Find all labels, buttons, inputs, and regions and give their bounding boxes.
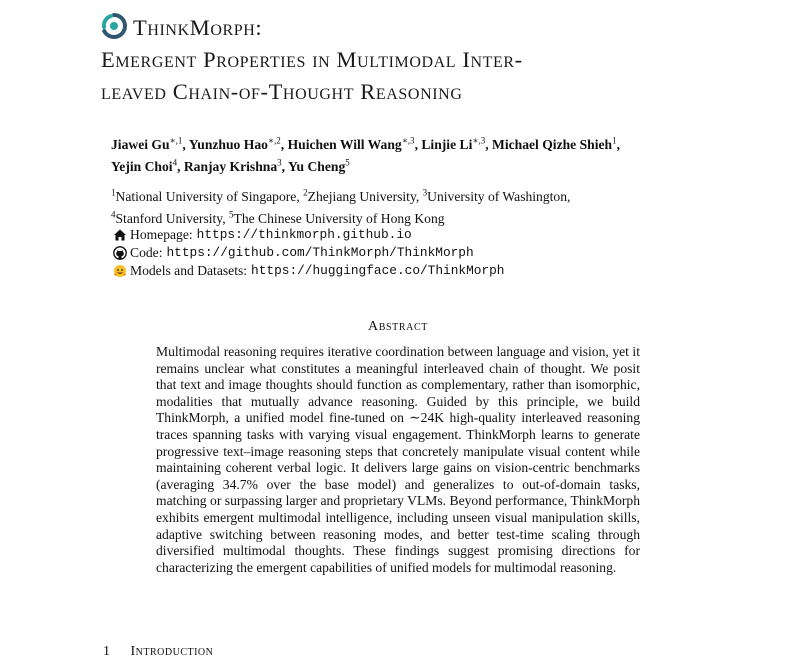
author-affiliation-mark: ∗,1 [169, 135, 183, 145]
author [288, 159, 350, 174]
affiliation: $^1$National University of Singapore, [111, 187, 304, 204]
section-number: 1 [103, 644, 111, 659]
huggingface-icon [113, 264, 127, 278]
affiliation [229, 211, 445, 226]
paper-title [101, 12, 781, 108]
author-name: Ranjay Krishna [183, 159, 278, 175]
code-row [113, 244, 733, 262]
author-affiliation-mark: ∗,3 [401, 135, 415, 145]
homepage-link[interactable]: https://thinkmorph.github.io [196, 227, 412, 242]
abstract-body: Multimodal reasoning requires iterative coordination between language and vision, yet it remains unclear what constitutes a meaningful interleaved chain of thought. We posit that text and image thoughts should function as complementary, rather than isomorphic, modalities that mutually advance reasoning. Guided by this principle, we build ThinkMorph, a unified model fine-tuned on ∼24K high-quality interleaved reasoning traces spanning tasks with varying visual engagement. ThinkMorph learns to generate progressive text–image reasoning steps that concretely manipulate visual content while maintaining coherent verbal logic. It delivers large gains on vision-centric benchmarks (averaging 34.7% over the base model) and generalizes to out-of-domain tasks, matching or surpassing larger and proprietary VLMs. Beyond performance, ThinkMorph exhibits emergent multimodal intelligence, including unseen visual manipulation skills, adaptive switching between reasoning modes, and better test-time scaling through diversified multimodal thoughts. These findings suggest promising directions for characterizing the emergent capabilities of unified models for multimodal reasoning. [156, 344, 640, 575]
author-name: Michael Qizhe Shieh [492, 136, 613, 152]
author-name: Yu Cheng [287, 159, 346, 175]
author-name: Yejin Choi [111, 159, 173, 175]
affiliation: $^3$University of Washington, [422, 187, 571, 204]
author: Jiawei $Gu^{∗,1}$, [111, 135, 189, 152]
author-affiliation-mark: 3 [277, 157, 282, 168]
title-line-2: Emergent Properties in Multimodal Inter- [101, 47, 523, 72]
author-affiliation-mark: 5 [345, 157, 350, 168]
title-line-3: leaved Chain-of-Thought Reasoning [101, 79, 463, 104]
affiliation-list [111, 183, 731, 228]
models-row [113, 262, 733, 280]
affiliation-mark: 3 [422, 187, 428, 197]
affiliation: $^4$Stanford University, [111, 209, 230, 227]
github-icon [113, 246, 127, 260]
author: Huichen Will Wang$^{∗,3}$, [287, 135, 422, 152]
home-icon [113, 228, 127, 242]
author-name: Huichen Will Wang [287, 136, 402, 152]
models-label: Models and Datasets: [130, 263, 248, 278]
affiliation: $^2$Zhejiang University, [303, 187, 423, 204]
thinkmorph-logo-icon [101, 13, 127, 39]
models-link[interactable]: https://huggingface.co/ThinkMorph [251, 263, 505, 278]
affiliation-name: The Chinese University of Hong Kong [233, 211, 445, 227]
author-name: Yunzhuo Hao [188, 136, 268, 152]
author: Ranjay Krishna$^3$, [183, 157, 288, 175]
code-link[interactable]: https://github.com/ThinkMorph/ThinkMorph [166, 245, 474, 260]
author-name: Jiawei Gu [111, 136, 170, 152]
author: Linjie $Li^{∗,3}$, [421, 135, 493, 152]
affiliation-name: Stanford University [115, 211, 223, 227]
affiliation-name: Zhejiang University [307, 188, 416, 204]
author-affiliation-mark: ∗,3 [472, 135, 486, 145]
author: Michael Qizhe Shieh$^1$, [492, 135, 620, 152]
abstract-heading: Abstract [368, 319, 428, 334]
affiliation-name: National University of Singapore [115, 188, 297, 204]
author-affiliation-mark: ∗,2 [267, 135, 281, 145]
affiliation-mark: 4 [111, 209, 116, 220]
homepage-label: Homepage: [130, 227, 193, 242]
author: Yunzhuo Hao$^{∗,2}$, [188, 135, 288, 152]
affiliation-name: University of Washington [427, 188, 568, 204]
section-heading-introduction [103, 644, 213, 660]
title-text-1: ThinkMorph: [133, 15, 263, 40]
resource-links [113, 226, 733, 280]
affiliation-mark: 2 [303, 187, 308, 197]
author: Yejin Choi$^4$, [111, 157, 184, 175]
affiliation-mark: 5 [229, 209, 234, 220]
author-list [111, 131, 731, 176]
affiliation-mark: 1 [111, 187, 116, 197]
author-affiliation-mark: 1 [612, 135, 617, 145]
author-affiliation-mark: 4 [172, 157, 178, 168]
section-title: Introduction [130, 644, 214, 659]
title-line-1 [101, 12, 781, 44]
author-name: Linjie Li [421, 136, 473, 152]
code-label: Code: [130, 245, 163, 260]
homepage-row [113, 226, 733, 244]
